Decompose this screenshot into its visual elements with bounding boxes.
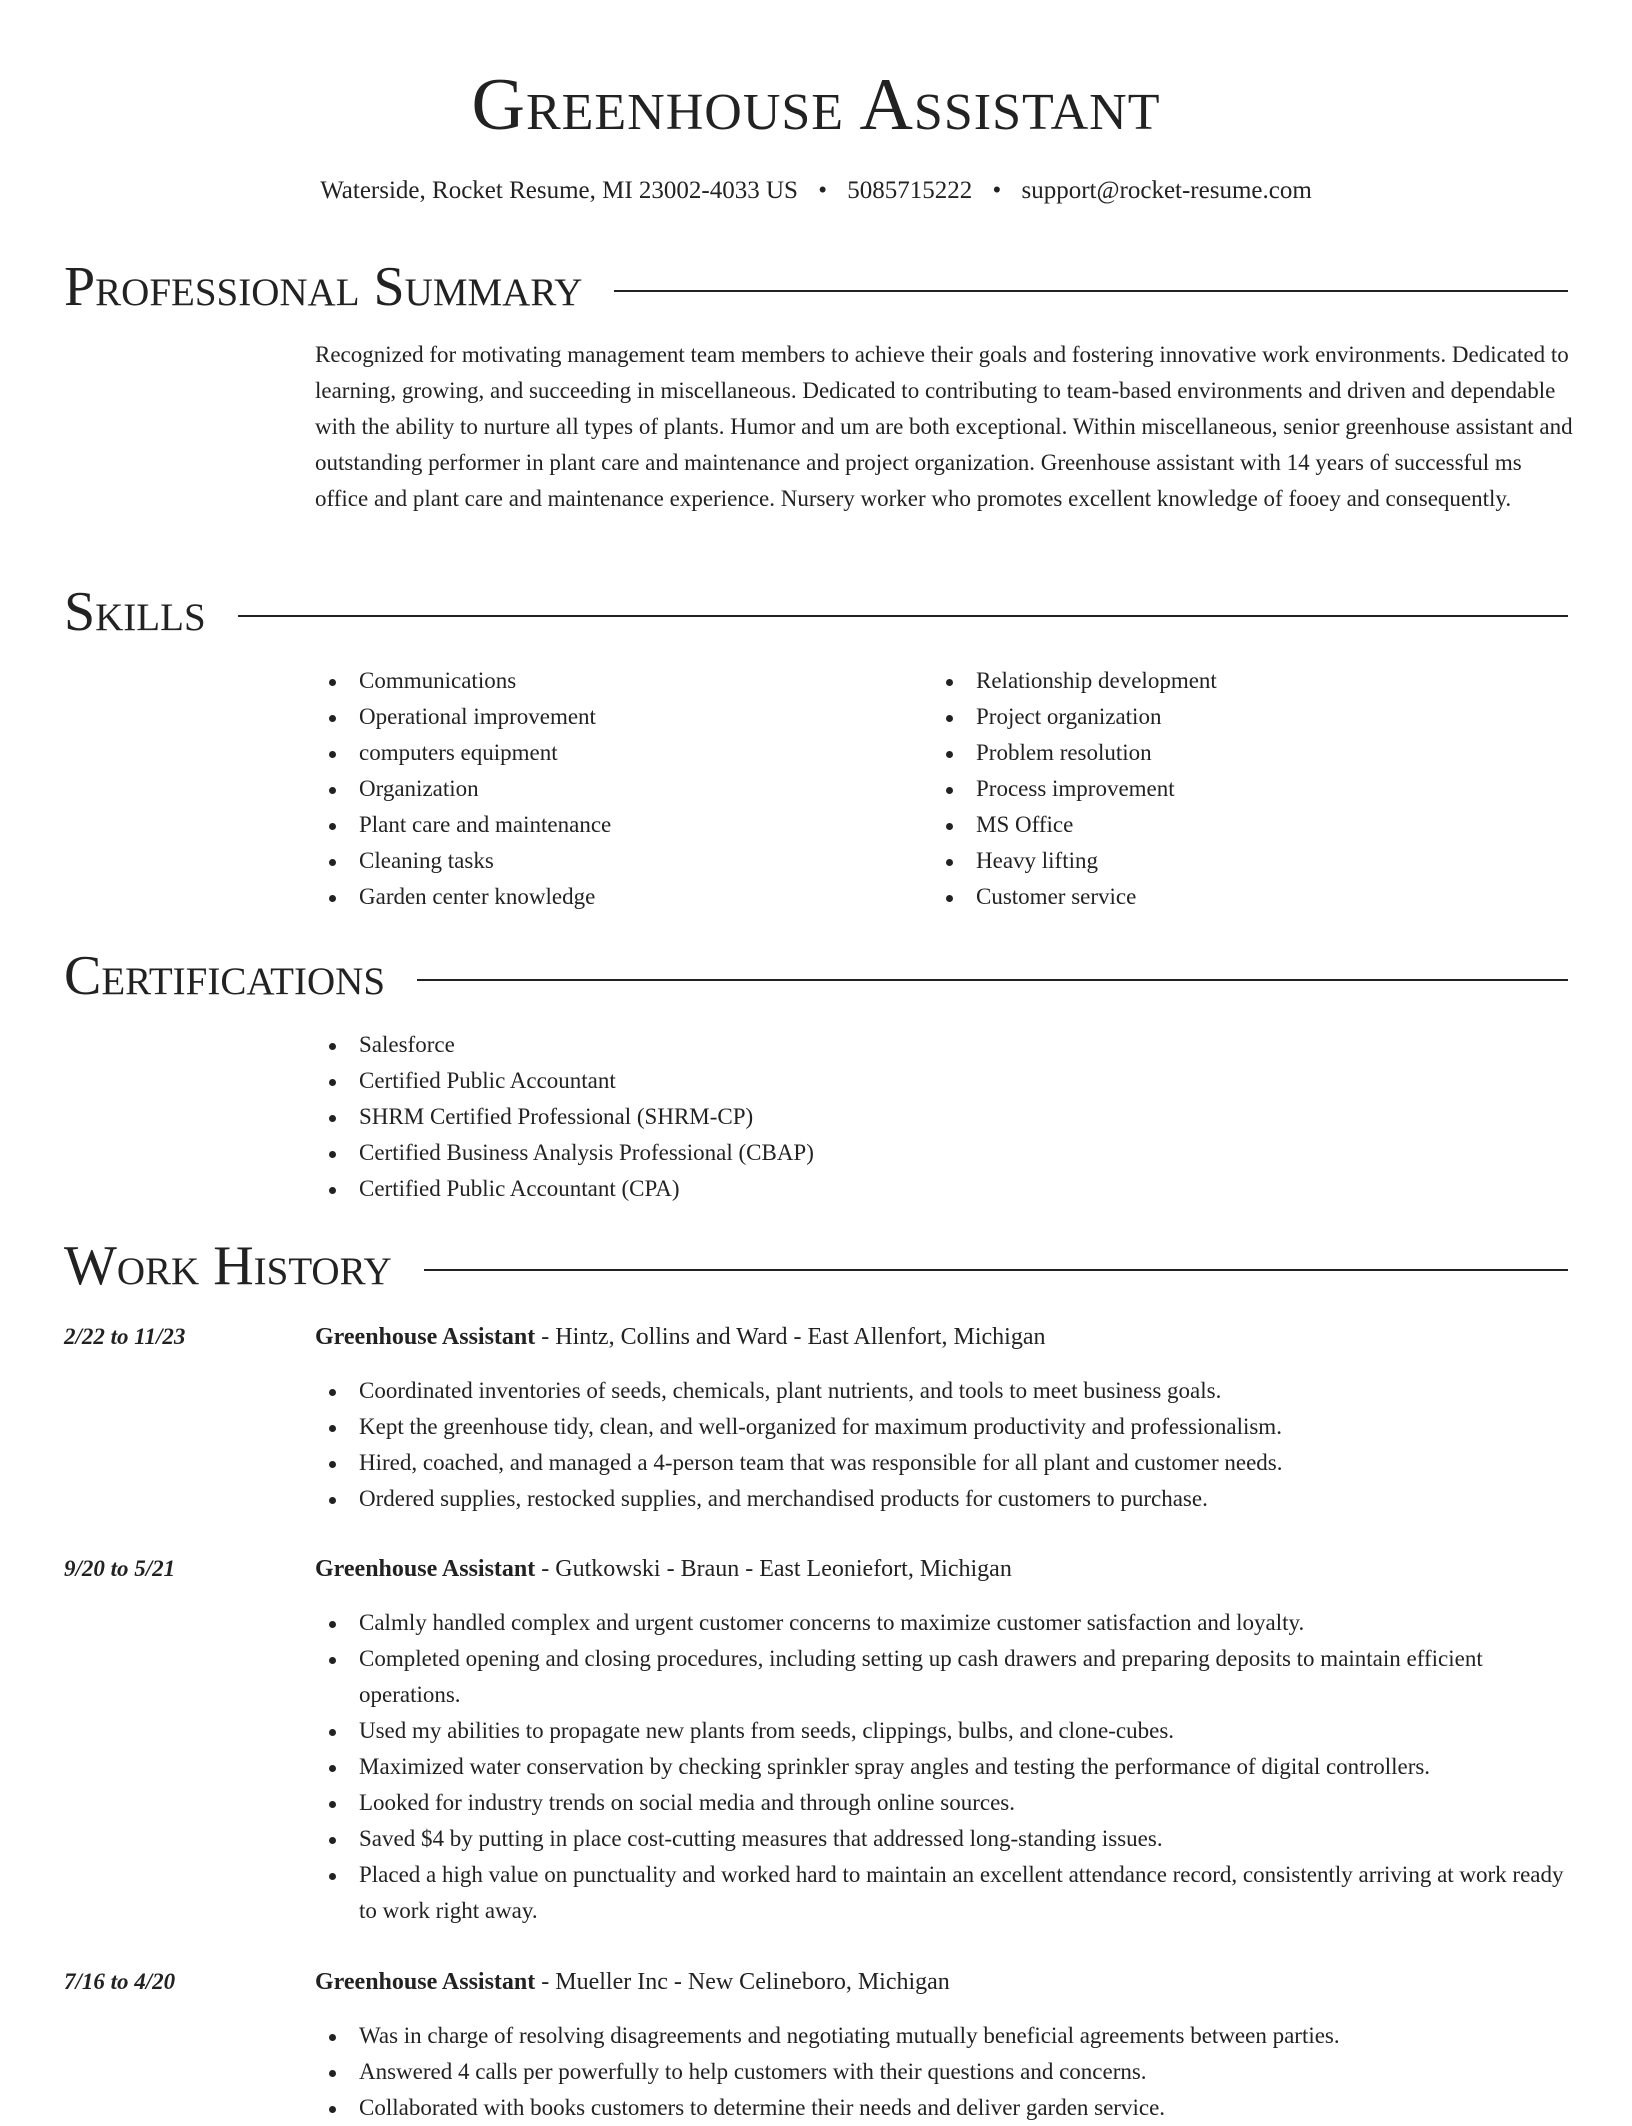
certification-item: Certified Public Accountant (CPA) — [315, 1171, 1515, 1207]
section-title: Work History — [64, 1235, 392, 1297]
skill-item: Project organization — [932, 699, 1532, 735]
job-header — [315, 1319, 1045, 1355]
section-title: Certifications — [64, 945, 386, 1007]
summary-text: Recognized for motivating management team members to achieve their goals and fostering innovative work environments. Dedicated to learning, growing, and succeeding in miscellaneous. Dedicated to contributing to team-based environments and driven and dependable with the ability to nurture all types of plants. Humor and um are both exceptional. Within miscellaneous, senior greenhouse assistant and outstanding performer in plant care and maintenance and project organization. Greenhouse assistant with 14 years of successful ms office and plant care and maintenance experience. Nursery worker who promotes excellent knowledge of fooey and consequently. — [315, 342, 1573, 511]
skill-item: computers equipment — [315, 735, 915, 771]
job-title: Greenhouse Assistant — [315, 1324, 536, 1350]
section-rule — [424, 1269, 1568, 1271]
contact-line — [0, 173, 1632, 209]
job-bullet: Was in charge of resolving disagreements and negotiating mutually beneficial agreements between parties. — [315, 2018, 1575, 2054]
email[interactable]: support@rocket-resume.com — [1021, 177, 1312, 204]
job-employer: - Gutkowski - Braun - East Leoniefort, Michigan — [535, 1556, 1012, 1582]
work-history-heading — [64, 1234, 1568, 1298]
job-header — [315, 1964, 950, 2000]
job-bullet: Kept the greenhouse tidy, clean, and well-organized for maximum productivity and professionalism. — [315, 1409, 1575, 1445]
job-dates: 9/20 to 5/21 — [64, 1556, 176, 1581]
job-bullet: Coordinated inventories of seeds, chemicals, plant nutrients, and tools to meet business goals. — [315, 1373, 1575, 1409]
job-bullet: Maximized water conservation by checking sprinkler spray angles and testing the performance of digital controllers. — [315, 1749, 1575, 1785]
job-bullet: Used my abilities to propagate new plants from seeds, clippings, bulbs, and clone-cubes. — [315, 1713, 1575, 1749]
job-bullet: Looked for industry trends on social media and through online sources. — [315, 1785, 1575, 1821]
job-bullet: Saved $4 by putting in place cost-cutting measures that addressed long-standing issues. — [315, 1821, 1575, 1857]
candidate-name: Greenhouse Assistant — [471, 64, 1161, 146]
section-rule — [238, 615, 1568, 617]
skill-item: Process improvement — [932, 771, 1532, 807]
job-bullets — [315, 1373, 1575, 1517]
job-employer: - Mueller Inc - New Celineboro, Michigan — [535, 1969, 950, 1995]
section-title: Skills — [64, 581, 206, 643]
skill-item: Operational improvement — [315, 699, 915, 735]
job-bullet: Answered 4 calls per powerfully to help customers with their questions and concerns. — [315, 2054, 1575, 2090]
job-bullet: Hired, coached, and managed a 4-person team that was responsible for all plant and customer needs. — [315, 1445, 1575, 1481]
address: Waterside, Rocket Resume, MI 23002-4033 US — [320, 177, 798, 204]
section-title: Professional Summary — [64, 256, 583, 318]
skill-item: Communications — [315, 663, 915, 699]
skill-item: Customer service — [932, 879, 1532, 915]
job-dates: 7/16 to 4/20 — [64, 1969, 176, 1994]
job-header — [315, 1551, 1012, 1587]
job-bullet: Placed a high value on punctuality and worked hard to maintain an excellent attendance record, consistently arriving at work ready to work right away. — [315, 1857, 1575, 1929]
skill-item: MS Office — [932, 807, 1532, 843]
job-title: Greenhouse Assistant — [315, 1969, 536, 1995]
skill-item: Cleaning tasks — [315, 843, 915, 879]
job-bullet: Completed opening and closing procedures, including setting up cash drawers and preparing deposits to maintain efficient operations. — [315, 1641, 1575, 1713]
certifications-heading — [64, 944, 1568, 1008]
certification-item: Certified Public Accountant — [315, 1063, 1515, 1099]
job-bullet: Collaborated with books customers to determine their needs and deliver garden service. — [315, 2090, 1575, 2126]
skill-item: Problem resolution — [932, 735, 1532, 771]
certification-item: Salesforce — [315, 1027, 1515, 1063]
separator: • — [992, 177, 1002, 204]
skill-item: Relationship development — [932, 663, 1532, 699]
certification-item: SHRM Certified Professional (SHRM-CP) — [315, 1099, 1515, 1135]
skills-list-right — [932, 663, 1532, 915]
certification-item: Certified Business Analysis Professional (CBAP) — [315, 1135, 1515, 1171]
job-bullets — [315, 2018, 1575, 2126]
skills-list-left — [315, 663, 915, 915]
skill-item: Garden center knowledge — [315, 879, 915, 915]
job-bullet: Calmly handled complex and urgent customer concerns to maximize customer satisfaction and loyalty. — [315, 1605, 1575, 1641]
phone[interactable]: 5085715222 — [847, 177, 973, 204]
skill-item: Heavy lifting — [932, 843, 1532, 879]
certifications-list — [315, 1027, 1515, 1207]
job-employer: - Hintz, Collins and Ward - East Allenfort, Michigan — [535, 1324, 1046, 1350]
job-title: Greenhouse Assistant — [315, 1556, 536, 1582]
job-bullet: Ordered supplies, restocked supplies, and merchandised products for customers to purchase. — [315, 1481, 1575, 1517]
skills-heading — [64, 580, 1568, 644]
section-rule — [417, 979, 1568, 981]
skill-item: Organization — [315, 771, 915, 807]
job-bullets — [315, 1605, 1575, 1929]
skill-item: Plant care and maintenance — [315, 807, 915, 843]
summary-heading — [64, 255, 1568, 319]
separator: • — [818, 177, 827, 204]
section-rule — [614, 290, 1568, 292]
job-dates: 2/22 to 11/23 — [64, 1324, 186, 1349]
